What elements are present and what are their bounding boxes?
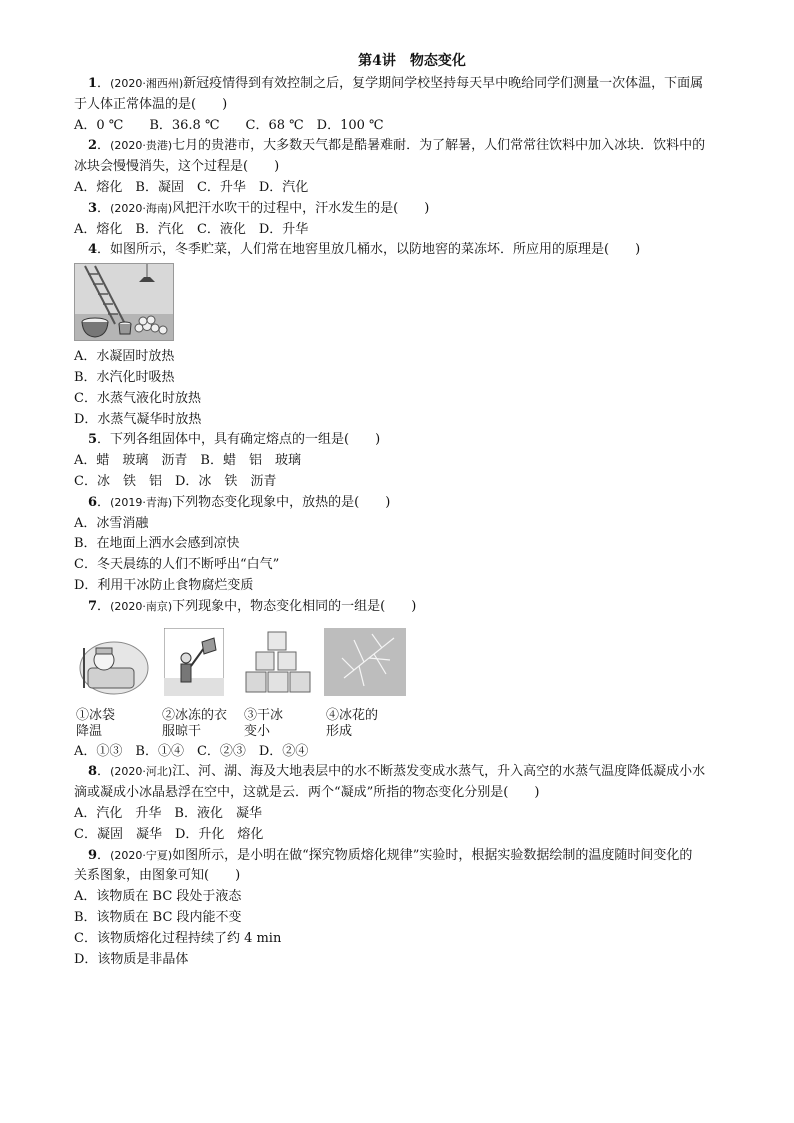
q7-fig2-caption-line2: 服晾干: [162, 723, 202, 739]
page-title: 第4讲 物态变化: [358, 53, 466, 69]
ice-flower-image: [324, 628, 406, 696]
worksheet-page: [74, 52, 750, 970]
q6-stem-line1: 6．(2019·青海)下列物态变化现象中，放热的是( ): [88, 494, 391, 510]
q7-fig1-caption-line2: 降温: [76, 723, 103, 739]
ice-pack-image: [74, 628, 156, 696]
q4-option-b: B．水汽化时吸热: [74, 369, 175, 385]
q5-stem-text1: ．下列各组固体中，具有确定熔点的一组是( ): [97, 432, 381, 448]
q7-stem-line1: 7．(2020·南京)下列现象中，物态变化相同的一组是( ): [88, 598, 417, 614]
q5-stem-line1: [74, 430, 750, 451]
q7-stem-text1: 下列现象中，物态变化相同的一组是( ): [172, 598, 417, 614]
q4-option-a: A．水凝固时放热: [74, 349, 175, 365]
q7-figure-3: [242, 628, 324, 740]
q4-stem-text1: ．如图所示，冬季贮菜，人们常在地窖里放几桶水，以防地窖的菜冻坏．所应用的原理是( ): [97, 242, 641, 258]
q9-option-c: C．该物质熔化过程持续了约 4 min: [74, 930, 282, 946]
q2-number: 2: [88, 138, 98, 154]
q8-stem-line1: 8．(2020·河北)江、河、湖、海及大地表层中的水不断蒸发变成水蒸气，升入高空的水蒸气温度降低凝成小水: [88, 764, 706, 780]
q3-options: A．熔化 B．汽化 C．液化 D．升华: [74, 221, 309, 237]
q3-stem-line1: 3．(2020·海南)风把汗水吹干的过程中，汗水发生的是( ): [88, 200, 430, 216]
q7-options: A．①③ B．①④ C．②③ D．②④: [74, 743, 309, 759]
q5-number: 5: [88, 432, 98, 448]
q8-options-ab: A．汽化 升华 B．液化 凝华: [74, 805, 262, 821]
q6-option-c: C．冬天晨练的人们不断呼出“白气”: [74, 557, 280, 573]
q7-fig3-caption-line2: 变小: [244, 723, 271, 739]
q9-option-d: D．该物质是非晶体: [74, 951, 189, 967]
q2-options: A．熔化 B．凝固 C．升华 D．汽化: [74, 179, 309, 195]
q6-number: 6: [88, 494, 98, 510]
q7-figure-4: [324, 628, 406, 740]
q7-fig2-caption-line1: ②冰冻的衣: [162, 707, 228, 723]
q6-stem-text1: 下列物态变化现象中，放热的是( ): [172, 494, 391, 510]
q9-number: 9: [88, 847, 98, 863]
q4-number: 4: [88, 242, 98, 258]
q4-option-c: C．水蒸气液化时放热: [74, 390, 201, 406]
q6-option-d: D．利用干冰防止食物腐烂变质: [74, 577, 254, 593]
q5-options-ab: A．蜡 玻璃 沥青 B．蜡 铝 玻璃: [74, 453, 301, 469]
q7-figure-row: [74, 628, 750, 740]
q7-fig4-caption-line1: ④冰花的: [326, 707, 379, 723]
q7-figure-1: [74, 628, 156, 740]
q1-source: (2020·湘西州): [110, 77, 184, 90]
q7-source: (2020·南京): [110, 599, 173, 613]
q1-stem-text1: 新冠疫情得到有效控制之后，复学期间学校坚持每天早中晚给同学们测量一次体温，下面属: [183, 76, 704, 91]
q9-option-b: B．该物质在 BC 段内能不变: [74, 909, 242, 925]
q7-fig3-caption-line1: ③干冰: [244, 707, 284, 723]
q9-stem-text1: 如图所示，是小明在做“探究物质熔化规律”实验时，根据实验数据绘制的温度随时间变化的: [172, 847, 693, 863]
q8-number: 8: [88, 764, 98, 780]
cellar-illustration: [75, 264, 173, 340]
q1-options: A．0 ℃ B．36.8 ℃ C．68 ℃ D．100 ℃: [74, 117, 384, 133]
q9-source: (2020·宁夏): [110, 848, 173, 862]
q6-option-a: A．冰雪消融: [74, 515, 149, 531]
q1-stem-line1: 1．(2020·湘西州)新冠疫情得到有效控制之后，复学期间学校坚持每天早中晚给同学们测量一次体温，下面属: [88, 76, 704, 91]
q2-stem-text1: 七月的贵港市，大多数天气都是酷暑难耐．为了解暑，人们常常往饮料中加入冰块．饮料中的: [172, 138, 706, 154]
cellar-figure: [74, 263, 174, 341]
q3-number: 3: [88, 200, 98, 216]
q7-fig4-caption-line2: 形成: [326, 723, 353, 739]
q6-source: (2019·青海): [110, 495, 173, 509]
q3-stem-text1: 风把汗水吹干的过程中，汗水发生的是( ): [172, 200, 430, 216]
q6-option-b: B．在地面上洒水会感到凉快: [74, 536, 240, 552]
q5-options-cd: C．冰 铁 铝 D．冰 铁 沥青: [74, 473, 277, 489]
q9-stem-line2: 关系图象，由图象可知( ): [74, 868, 241, 884]
q2-source: (2020·贵港): [110, 139, 173, 153]
q9-stem-line1: 9．(2020·宁夏)如图所示，是小明在做“探究物质熔化规律”实验时，根据实验数据绘制的温度随时间变化的: [88, 847, 693, 863]
q8-stem-line2: 滴或凝成小冰晶悬浮在空中，这就是云．两个“凝成”所指的物态变化分别是( ): [74, 785, 540, 801]
q8-options-cd: C．凝固 凝华 D．升化 熔化: [74, 826, 264, 842]
q2-stem-line1: 2．(2020·贵港)七月的贵港市，大多数天气都是酷暑难耐．为了解暑，人们常常往饮料中加入冰块．饮料中的: [88, 138, 706, 154]
q4-option-d: D．水蒸气凝华时放热: [74, 411, 202, 427]
q8-source: (2020·河北): [110, 765, 173, 779]
q9-option-a: A．该物质在 BC 段处于液态: [74, 889, 242, 905]
q1-stem-line2: 于人体正常体温的是( ): [74, 96, 228, 112]
frozen-clothes-image: [160, 628, 242, 696]
q8-stem-text1: 江、河、湖、海及大地表层中的水不断蒸发变成水蒸气，升入高空的水蒸气温度降低凝成小水: [172, 764, 706, 780]
q2-stem-line2: 冰块会慢慢消失，这个过程是( ): [74, 159, 280, 175]
q7-figure-2: [160, 628, 242, 740]
dry-ice-image: [242, 628, 324, 696]
q1-number: 1: [88, 76, 98, 91]
q7-number: 7: [88, 598, 98, 614]
q7-fig1-caption-line1: ①冰袋: [76, 707, 116, 723]
q3-source: (2020·海南): [110, 201, 173, 215]
q4-stem-line1: [74, 240, 750, 261]
